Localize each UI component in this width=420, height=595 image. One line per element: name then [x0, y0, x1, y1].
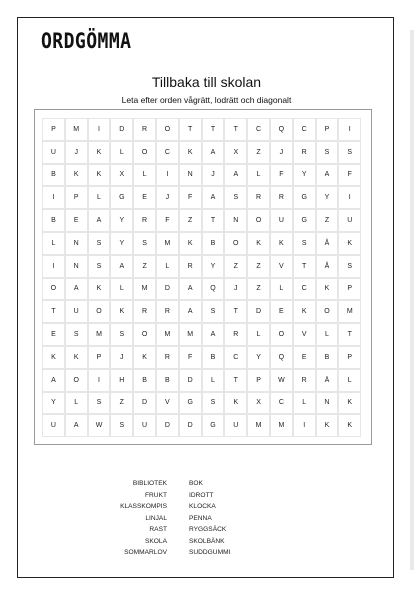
grid-cell[interactable]: E — [42, 323, 65, 346]
grid-cell[interactable]: B — [156, 369, 179, 392]
word-list-item: FRUKT — [145, 491, 167, 499]
grid-cell[interactable]: S — [202, 392, 225, 415]
grid-cell[interactable]: K — [110, 300, 133, 323]
grid-cell[interactable]: S — [224, 186, 247, 209]
grid-cell[interactable]: Z — [133, 255, 156, 278]
grid-cell[interactable]: Q — [202, 278, 225, 301]
word-list-item: KLOCKA — [189, 503, 216, 510]
grid-cell[interactable]: P — [316, 118, 339, 141]
grid-cell[interactable]: G — [179, 392, 202, 415]
grid-cell[interactable]: D — [156, 278, 179, 301]
grid-cell[interactable]: F — [179, 346, 202, 369]
letter-grid-frame — [34, 109, 372, 445]
grid-cell[interactable]: L — [247, 323, 270, 346]
grid-cell[interactable]: S — [110, 323, 133, 346]
grid-cell[interactable]: C — [293, 278, 316, 301]
grid-cell[interactable]: N — [316, 392, 339, 415]
grid-cell[interactable]: U — [338, 209, 361, 232]
grid-cell[interactable]: F — [270, 164, 293, 187]
grid-cell[interactable]: K — [270, 232, 293, 255]
grid-cell[interactable]: L — [42, 232, 65, 255]
grid-cell[interactable]: T — [338, 323, 361, 346]
grid-cell[interactable]: D — [247, 300, 270, 323]
grid-cell[interactable]: F — [156, 209, 179, 232]
grid-cell[interactable]: Y — [110, 209, 133, 232]
word-list-item: SKOLBÄNK — [189, 537, 225, 545]
grid-cell[interactable]: T — [42, 300, 65, 323]
grid-cell[interactable]: T — [179, 118, 202, 141]
grid-cell[interactable]: Z — [179, 209, 202, 232]
grid-cell[interactable]: Y — [42, 392, 65, 415]
grid-cell[interactable]: V — [270, 255, 293, 278]
grid-cell[interactable]: O — [247, 209, 270, 232]
grid-cell[interactable]: R — [293, 369, 316, 392]
grid-cell[interactable]: E — [133, 186, 156, 209]
grid-cell[interactable]: Y — [316, 186, 339, 209]
word-list-item: SUDDGUMMI — [189, 549, 231, 556]
grid-cell[interactable]: Z — [247, 141, 270, 164]
word-list-item: SOMMARLOV — [124, 549, 167, 556]
grid-cell[interactable]: I — [42, 255, 65, 278]
word-list-item: KLASSKOMPIS — [120, 503, 167, 510]
grid-cell[interactable]: L — [316, 323, 339, 346]
grid-cell[interactable]: A — [65, 414, 88, 437]
grid-cell[interactable]: U — [133, 414, 156, 437]
grid-cell[interactable]: L — [65, 392, 88, 415]
grid-cell[interactable]: A — [179, 300, 202, 323]
grid-cell[interactable]: O — [133, 141, 156, 164]
grid-cell[interactable]: F — [179, 186, 202, 209]
grid-cell[interactable]: K — [293, 300, 316, 323]
grid-cell[interactable]: I — [156, 164, 179, 187]
grid-cell[interactable]: J — [224, 278, 247, 301]
grid-cell[interactable]: O — [316, 300, 339, 323]
grid-cell[interactable]: K — [338, 392, 361, 415]
grid-cell[interactable]: S — [338, 141, 361, 164]
grid-cell[interactable]: K — [338, 232, 361, 255]
grid-cell[interactable]: I — [293, 414, 316, 437]
grid-cell[interactable]: S — [88, 255, 111, 278]
grid-cell[interactable]: L — [156, 255, 179, 278]
grid-cell[interactable]: I — [338, 118, 361, 141]
grid-cell[interactable]: H — [110, 369, 133, 392]
grid-cell[interactable]: O — [88, 300, 111, 323]
word-list-item: RAST — [149, 526, 167, 533]
grid-cell[interactable]: R — [247, 186, 270, 209]
grid-cell[interactable]: A — [316, 164, 339, 187]
grid-cell[interactable]: A — [110, 255, 133, 278]
grid-cell[interactable]: K — [316, 278, 339, 301]
grid-cell[interactable]: I — [88, 118, 111, 141]
grid-cell[interactable]: D — [110, 118, 133, 141]
grid-cell[interactable]: K — [247, 232, 270, 255]
grid-cell[interactable]: X — [247, 392, 270, 415]
grid-cell[interactable]: K — [88, 141, 111, 164]
grid-cell[interactable]: A — [88, 209, 111, 232]
grid-cell[interactable]: S — [88, 232, 111, 255]
grid-cell[interactable]: Y — [247, 346, 270, 369]
grid-cell[interactable]: R — [270, 186, 293, 209]
grid-cell[interactable]: E — [65, 209, 88, 232]
puzzle-instructions: Leta efter orden vågrätt, lodrätt och diagonalt — [121, 95, 292, 105]
word-list — [100, 478, 300, 559]
word-list-item: SKOLA — [145, 537, 167, 545]
grid-cell[interactable]: N — [65, 232, 88, 255]
grid-cell[interactable]: R — [224, 323, 247, 346]
grid-cell[interactable]: K — [65, 346, 88, 369]
grid-cell[interactable]: L — [133, 164, 156, 187]
grid-cell[interactable]: S — [65, 323, 88, 346]
brand-logo: ORDGÖMMA — [41, 29, 132, 53]
letter-grid — [42, 118, 361, 437]
grid-cell[interactable]: F — [338, 164, 361, 187]
grid-cell[interactable]: M — [88, 323, 111, 346]
grid-cell[interactable]: G — [293, 209, 316, 232]
grid-cell[interactable]: S — [202, 300, 225, 323]
grid-cell[interactable]: U — [270, 209, 293, 232]
grid-cell[interactable]: M — [179, 323, 202, 346]
grid-cell[interactable]: Å — [316, 232, 339, 255]
grid-cell[interactable]: P — [88, 346, 111, 369]
grid-cell[interactable]: L — [247, 164, 270, 187]
grid-cell[interactable]: O — [156, 118, 179, 141]
grid-cell[interactable]: V — [156, 392, 179, 415]
grid-cell[interactable]: C — [247, 118, 270, 141]
grid-cell[interactable]: K — [65, 164, 88, 187]
grid-cell[interactable]: M — [133, 278, 156, 301]
word-list-item: IDROTT — [189, 491, 214, 499]
grid-cell[interactable]: T — [202, 118, 225, 141]
grid-cell[interactable]: T — [202, 209, 225, 232]
grid-cell[interactable]: P — [247, 369, 270, 392]
word-list-item: BIBLIOTEK — [132, 480, 167, 487]
puzzle-title: Tillbaka till skolan — [151, 74, 262, 90]
grid-cell[interactable]: D — [179, 369, 202, 392]
grid-cell[interactable]: C — [293, 118, 316, 141]
grid-cell[interactable]: M — [156, 232, 179, 255]
grid-cell[interactable]: Q — [270, 346, 293, 369]
grid-cell[interactable]: W — [270, 369, 293, 392]
grid-cell[interactable]: L — [110, 141, 133, 164]
grid-cell[interactable]: R — [133, 300, 156, 323]
word-list-item: LINJAL — [145, 514, 167, 522]
grid-cell[interactable]: M — [156, 323, 179, 346]
grid-cell[interactable]: K — [179, 141, 202, 164]
grid-cell[interactable]: A — [202, 323, 225, 346]
grid-cell[interactable]: O — [270, 323, 293, 346]
grid-cell[interactable]: X — [110, 164, 133, 187]
grid-cell[interactable]: J — [65, 141, 88, 164]
grid-cell[interactable]: L — [338, 369, 361, 392]
grid-cell[interactable]: M — [338, 300, 361, 323]
grid-cell[interactable]: M — [247, 414, 270, 437]
grid-cell[interactable]: Y — [293, 164, 316, 187]
grid-cell[interactable]: C — [270, 392, 293, 415]
grid-cell[interactable]: Å — [316, 255, 339, 278]
grid-cell[interactable]: A — [179, 278, 202, 301]
grid-cell[interactable]: O — [65, 369, 88, 392]
grid-cell[interactable]: B — [42, 164, 65, 187]
grid-cell[interactable]: K — [316, 414, 339, 437]
page-edge-shadow — [410, 30, 414, 570]
word-list-item: RYGGSÄCK — [189, 526, 227, 533]
grid-cell[interactable]: Y — [110, 232, 133, 255]
grid-cell[interactable]: Z — [316, 209, 339, 232]
grid-cell[interactable]: T — [224, 300, 247, 323]
grid-cell[interactable]: M — [270, 414, 293, 437]
grid-cell[interactable]: B — [133, 369, 156, 392]
grid-cell[interactable]: K — [133, 346, 156, 369]
grid-cell[interactable]: S — [110, 414, 133, 437]
grid-cell[interactable]: L — [270, 278, 293, 301]
grid-cell[interactable]: I — [338, 186, 361, 209]
grid-cell[interactable]: I — [42, 186, 65, 209]
grid-cell[interactable]: P — [42, 118, 65, 141]
word-list-item: PENNA — [189, 514, 212, 522]
grid-cell[interactable]: M — [65, 118, 88, 141]
grid-cell[interactable]: N — [179, 164, 202, 187]
grid-cell[interactable]: K — [179, 232, 202, 255]
grid-cell[interactable]: N — [65, 255, 88, 278]
grid-cell[interactable]: P — [65, 186, 88, 209]
grid-cell[interactable]: B — [42, 209, 65, 232]
grid-cell[interactable]: A — [65, 278, 88, 301]
grid-cell[interactable]: P — [338, 278, 361, 301]
grid-cell[interactable]: U — [42, 141, 65, 164]
grid-cell[interactable]: R — [133, 118, 156, 141]
grid-cell[interactable]: Z — [247, 255, 270, 278]
grid-cell[interactable]: C — [156, 141, 179, 164]
grid-cell[interactable]: S — [338, 255, 361, 278]
word-list-item: BOK — [189, 480, 203, 487]
grid-cell[interactable]: L — [110, 278, 133, 301]
grid-cell[interactable]: L — [202, 369, 225, 392]
grid-cell[interactable]: O — [42, 278, 65, 301]
grid-cell[interactable]: G — [293, 186, 316, 209]
grid-cell[interactable]: R — [179, 255, 202, 278]
grid-cell[interactable]: J — [156, 186, 179, 209]
grid-cell[interactable]: R — [133, 209, 156, 232]
grid-cell[interactable]: P — [338, 346, 361, 369]
grid-cell[interactable]: Z — [224, 255, 247, 278]
grid-cell[interactable]: Y — [202, 255, 225, 278]
grid-cell[interactable]: U — [65, 300, 88, 323]
grid-cell[interactable]: S — [293, 232, 316, 255]
grid-cell[interactable]: T — [224, 369, 247, 392]
grid-cell[interactable]: B — [202, 232, 225, 255]
grid-cell[interactable]: J — [202, 164, 225, 187]
grid-cell[interactable]: T — [293, 255, 316, 278]
grid-cell[interactable]: D — [156, 414, 179, 437]
grid-cell[interactable]: B — [316, 346, 339, 369]
grid-cell[interactable]: A — [42, 369, 65, 392]
grid-cell[interactable]: U — [224, 414, 247, 437]
grid-cell[interactable]: L — [293, 392, 316, 415]
grid-cell[interactable]: Ä — [316, 369, 339, 392]
grid-cell[interactable]: G — [202, 414, 225, 437]
grid-cell[interactable]: S — [316, 141, 339, 164]
grid-cell[interactable]: Z — [247, 278, 270, 301]
grid-cell[interactable]: D — [179, 414, 202, 437]
grid-cell[interactable]: E — [270, 300, 293, 323]
grid-cell[interactable]: S — [133, 232, 156, 255]
grid-cell[interactable]: K — [338, 414, 361, 437]
grid-cell[interactable]: D — [133, 392, 156, 415]
grid-cell[interactable]: X — [224, 141, 247, 164]
grid-cell[interactable]: W — [88, 414, 111, 437]
grid-cell[interactable]: A — [202, 141, 225, 164]
grid-cell[interactable]: I — [88, 369, 111, 392]
grid-cell[interactable]: R — [293, 141, 316, 164]
grid-cell[interactable]: O — [133, 323, 156, 346]
grid-cell[interactable]: G — [110, 186, 133, 209]
grid-cell[interactable]: Z — [110, 392, 133, 415]
grid-cell[interactable]: T — [224, 118, 247, 141]
grid-cell[interactable]: O — [224, 232, 247, 255]
grid-cell[interactable]: A — [224, 164, 247, 187]
grid-cell[interactable]: S — [88, 392, 111, 415]
grid-cell[interactable]: K — [224, 392, 247, 415]
grid-cell[interactable]: J — [270, 141, 293, 164]
grid-cell[interactable]: B — [202, 346, 225, 369]
grid-cell[interactable]: V — [293, 323, 316, 346]
grid-cell[interactable]: R — [156, 346, 179, 369]
grid-cell[interactable]: E — [293, 346, 316, 369]
grid-cell[interactable]: N — [224, 209, 247, 232]
grid-cell[interactable]: K — [88, 278, 111, 301]
grid-cell[interactable]: K — [42, 346, 65, 369]
grid-cell[interactable]: K — [88, 164, 111, 187]
grid-cell[interactable]: R — [156, 300, 179, 323]
grid-cell[interactable]: J — [110, 346, 133, 369]
grid-cell[interactable]: C — [224, 346, 247, 369]
grid-cell[interactable]: A — [202, 186, 225, 209]
grid-cell[interactable]: U — [42, 414, 65, 437]
grid-cell[interactable]: Q — [270, 118, 293, 141]
grid-cell[interactable]: L — [88, 186, 111, 209]
